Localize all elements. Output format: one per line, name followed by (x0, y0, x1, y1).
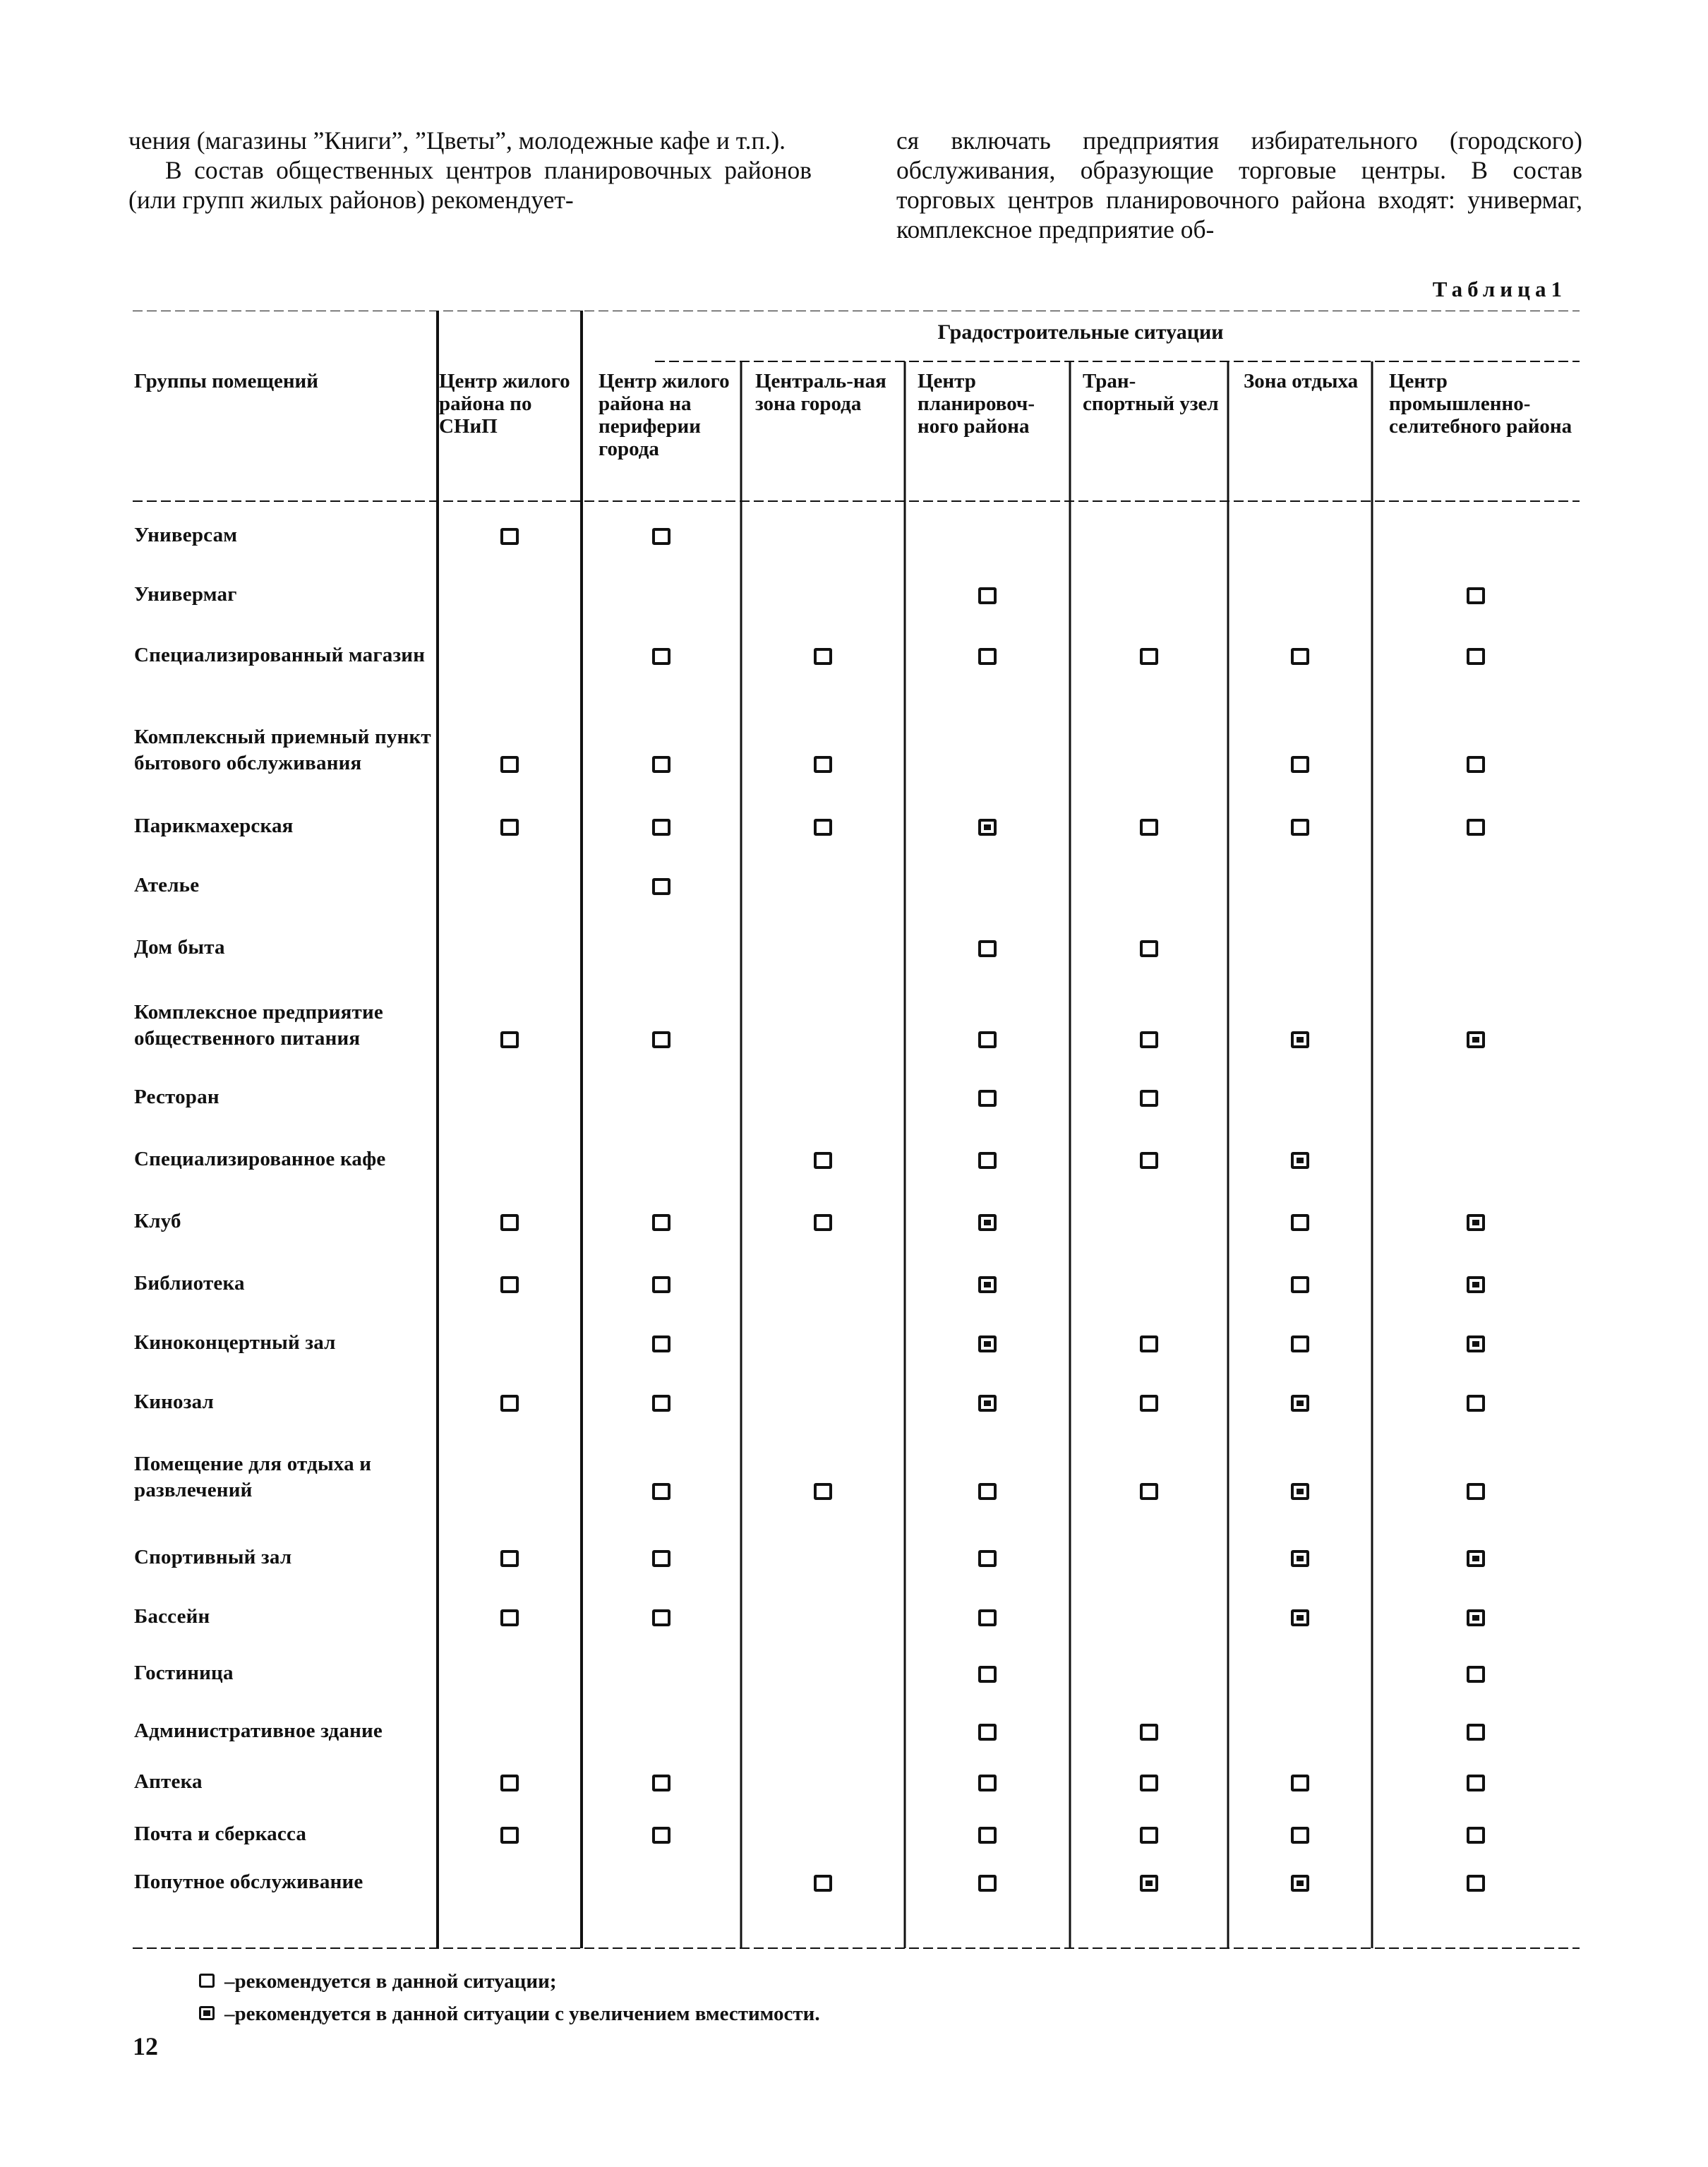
recommended-mark-icon (1140, 1395, 1158, 1412)
column-header-1: Центр жилого района по СНиП (439, 370, 570, 438)
row-label: Ресторан (134, 1086, 219, 1108)
recommended-plus-mark-icon (1467, 1276, 1485, 1293)
recommended-mark-icon (1140, 648, 1158, 665)
legend-item-recommended (199, 1965, 820, 1998)
row-label: Кинозал (134, 1391, 215, 1413)
recommended-mark-icon (1467, 1875, 1485, 1892)
recommended-mark-icon (500, 1395, 519, 1412)
row-label: Специализированный магазин (134, 644, 426, 666)
body-paragraph-1: чения (магазины ”Книги”, ”Цветы”, молодежные кафе и т.п.). (128, 126, 786, 155)
recommended-mark-icon (652, 819, 670, 836)
recommended-mark-icon (652, 1483, 670, 1500)
recommended-mark-icon (1291, 1827, 1309, 1844)
body-text-left-column (128, 126, 812, 215)
recommended-mark-icon (652, 1335, 670, 1352)
table-body (133, 311, 1580, 1955)
recommended-plus-mark-icon (1291, 1609, 1309, 1626)
recommended-plus-mark-icon (1467, 1550, 1485, 1567)
row-label: Ателье (134, 874, 200, 896)
row-label: Попутное обслуживание (134, 1871, 363, 1893)
row-label: Гостиница (134, 1662, 234, 1684)
recommended-plus-mark-icon (978, 1335, 997, 1352)
recommended-mark-icon (1140, 1483, 1158, 1500)
body-text-right-column (896, 126, 1582, 244)
recommended-mark-icon (652, 756, 670, 773)
recommended-plus-mark-icon (1467, 1609, 1485, 1626)
recommended-plus-mark-icon (978, 819, 997, 836)
recommended-mark-icon (814, 756, 832, 773)
recommended-mark-icon (814, 1214, 832, 1231)
recommended-mark-icon (978, 1152, 997, 1169)
recommended-mark-icon (978, 1090, 997, 1107)
recommended-plus-mark-icon (1467, 1335, 1485, 1352)
recommended-mark-icon (500, 1609, 519, 1626)
recommended-mark-icon (1467, 1775, 1485, 1791)
recommended-mark-icon (978, 1666, 997, 1683)
recommended-mark-icon (1140, 1775, 1158, 1791)
recommended-mark-icon (978, 1609, 997, 1626)
recommended-plus-mark-icon (1467, 1031, 1485, 1048)
row-label: Комплексное предприятие общественного питания (134, 1001, 383, 1050)
recommended-mark-icon (1467, 1724, 1485, 1741)
recommended-plus-mark-icon (1291, 1875, 1309, 1892)
recommended-mark-icon (1467, 1483, 1485, 1500)
recommended-mark-icon (814, 1483, 832, 1500)
recommended-mark-icon (1140, 1031, 1158, 1048)
row-label: Киноконцертный зал (134, 1331, 336, 1354)
recommended-mark-icon (500, 1775, 519, 1791)
row-label: Административное здание (134, 1719, 383, 1742)
legend-item-recommended-plus (199, 1998, 820, 2030)
recommended-mark-icon (652, 878, 670, 895)
recommended-mark-icon (1140, 819, 1158, 836)
recommended-mark-icon (1467, 587, 1485, 604)
recommended-mark-icon (500, 1031, 519, 1048)
recommended-plus-mark-icon (1140, 1875, 1158, 1892)
recommended-mark-icon (1467, 648, 1485, 665)
recommended-mark-icon (500, 819, 519, 836)
recommended-plus-mark-icon (978, 1395, 997, 1412)
recommended-mark-icon (652, 1550, 670, 1567)
recommended-mark-icon (1291, 648, 1309, 665)
recommended-plus-mark-icon (199, 2006, 215, 2020)
recommended-mark-icon (1291, 1214, 1309, 1231)
row-label: Универсам (134, 524, 238, 546)
recommended-mark-icon (814, 1152, 832, 1169)
recommended-mark-icon (652, 648, 670, 665)
column-header-5: Тран-спортный узел (1083, 370, 1219, 415)
recommended-mark-icon (1467, 756, 1485, 773)
legend-text-recommended-plus: –рекомендуется в данной ситуации с увеличением вместимости. (224, 2003, 820, 2025)
recommended-mark-icon (1467, 1395, 1485, 1412)
row-header: Группы помещений (134, 370, 318, 392)
recommended-plus-mark-icon (1291, 1550, 1309, 1567)
row-label: Комплексный приемный пункт бытового обслуживания (134, 726, 431, 774)
recommended-mark-icon (652, 1031, 670, 1048)
recommended-mark-icon (652, 1395, 670, 1412)
recommended-mark-icon (1140, 1090, 1158, 1107)
body-paragraph-2: В состав общественных центров планировочных районов (или групп жилых районов) рекомендует- (128, 156, 812, 214)
recommended-mark-icon (978, 1775, 997, 1791)
recommended-mark-icon (199, 1974, 215, 1988)
recommended-mark-icon (500, 1214, 519, 1231)
recommended-plus-mark-icon (978, 1276, 997, 1293)
recommended-mark-icon (1467, 1666, 1485, 1683)
recommended-mark-icon (814, 648, 832, 665)
recommended-mark-icon (1140, 1152, 1158, 1169)
recommended-mark-icon (500, 756, 519, 773)
recommended-mark-icon (1291, 1775, 1309, 1791)
column-header-2: Центр жилого района на периферии города (599, 370, 730, 460)
recommended-mark-icon (1291, 1276, 1309, 1293)
recommended-mark-icon (1140, 1724, 1158, 1741)
row-label: Дом быта (134, 936, 225, 959)
group-header: Градостроительные ситуации (937, 320, 1224, 344)
recommended-mark-icon (978, 1031, 997, 1048)
recommended-mark-icon (978, 1875, 997, 1892)
recommended-mark-icon (814, 819, 832, 836)
row-label: Почта и сберкасса (134, 1823, 307, 1845)
row-label: Парикмахерская (134, 815, 294, 837)
recommended-mark-icon (500, 1550, 519, 1567)
recommended-mark-icon (978, 648, 997, 665)
recommended-mark-icon (1140, 1335, 1158, 1352)
row-label: Спортивный зал (134, 1546, 292, 1568)
recommended-mark-icon (1140, 940, 1158, 957)
recommended-mark-icon (652, 1214, 670, 1231)
recommended-mark-icon (978, 1483, 997, 1500)
recommended-mark-icon (978, 1550, 997, 1567)
recommended-mark-icon (500, 1827, 519, 1844)
recommended-mark-icon (500, 528, 519, 545)
recommended-mark-icon (978, 587, 997, 604)
recommended-mark-icon (652, 1276, 670, 1293)
recommended-mark-icon (652, 1775, 670, 1791)
recommended-mark-icon (1291, 1335, 1309, 1352)
page-number: 12 (133, 2032, 158, 2060)
column-header-3: Централь-ная зона города (755, 370, 886, 415)
recommended-plus-mark-icon (1467, 1214, 1485, 1231)
recommended-mark-icon (1467, 1827, 1485, 1844)
recommended-mark-icon (1140, 1827, 1158, 1844)
recommended-mark-icon (1291, 819, 1309, 836)
recommended-mark-icon (1467, 819, 1485, 836)
recommended-mark-icon (978, 940, 997, 957)
recommended-plus-mark-icon (1291, 1395, 1309, 1412)
row-label: Помещение для отдыха и развлечений (134, 1453, 372, 1501)
recommended-plus-mark-icon (1291, 1031, 1309, 1048)
table-label: Таблица1 (1432, 277, 1567, 301)
recommended-plus-mark-icon (1291, 1152, 1309, 1169)
row-label: Специализированное кафе (134, 1148, 386, 1170)
recommended-mark-icon (652, 528, 670, 545)
table-legend (199, 1965, 820, 2030)
row-label: Бассейн (134, 1605, 210, 1628)
column-header-4: Центр планировоч-ного района (918, 370, 1035, 438)
recommended-mark-icon (814, 1875, 832, 1892)
column-header-7: Центр промышленно-селитебного района (1389, 370, 1572, 438)
recommended-mark-icon (652, 1609, 670, 1626)
row-label: Универмаг (134, 583, 237, 606)
body-paragraph-3: ся включать предприятия избирательного (городского) обслуживания, образующие торговые центры. В состав торговых центров планировочного района входят: универмаг, комплексное предприятие об- (896, 126, 1582, 244)
column-header-6: Зона отдыха (1244, 370, 1359, 392)
recommended-mark-icon (978, 1724, 997, 1741)
recommended-mark-icon (500, 1276, 519, 1293)
row-label: Аптека (134, 1770, 203, 1793)
row-label: Клуб (134, 1210, 181, 1232)
recommended-mark-icon (652, 1827, 670, 1844)
recommended-plus-mark-icon (978, 1214, 997, 1231)
legend-text-recommended: –рекомендуется в данной ситуации; (224, 1970, 557, 1993)
recommended-plus-mark-icon (1291, 1483, 1309, 1500)
recommended-mark-icon (978, 1827, 997, 1844)
row-label: Библиотека (134, 1272, 245, 1295)
table-1 (133, 311, 1580, 1955)
recommended-mark-icon (1291, 756, 1309, 773)
table-grid-lines (133, 311, 1580, 1955)
